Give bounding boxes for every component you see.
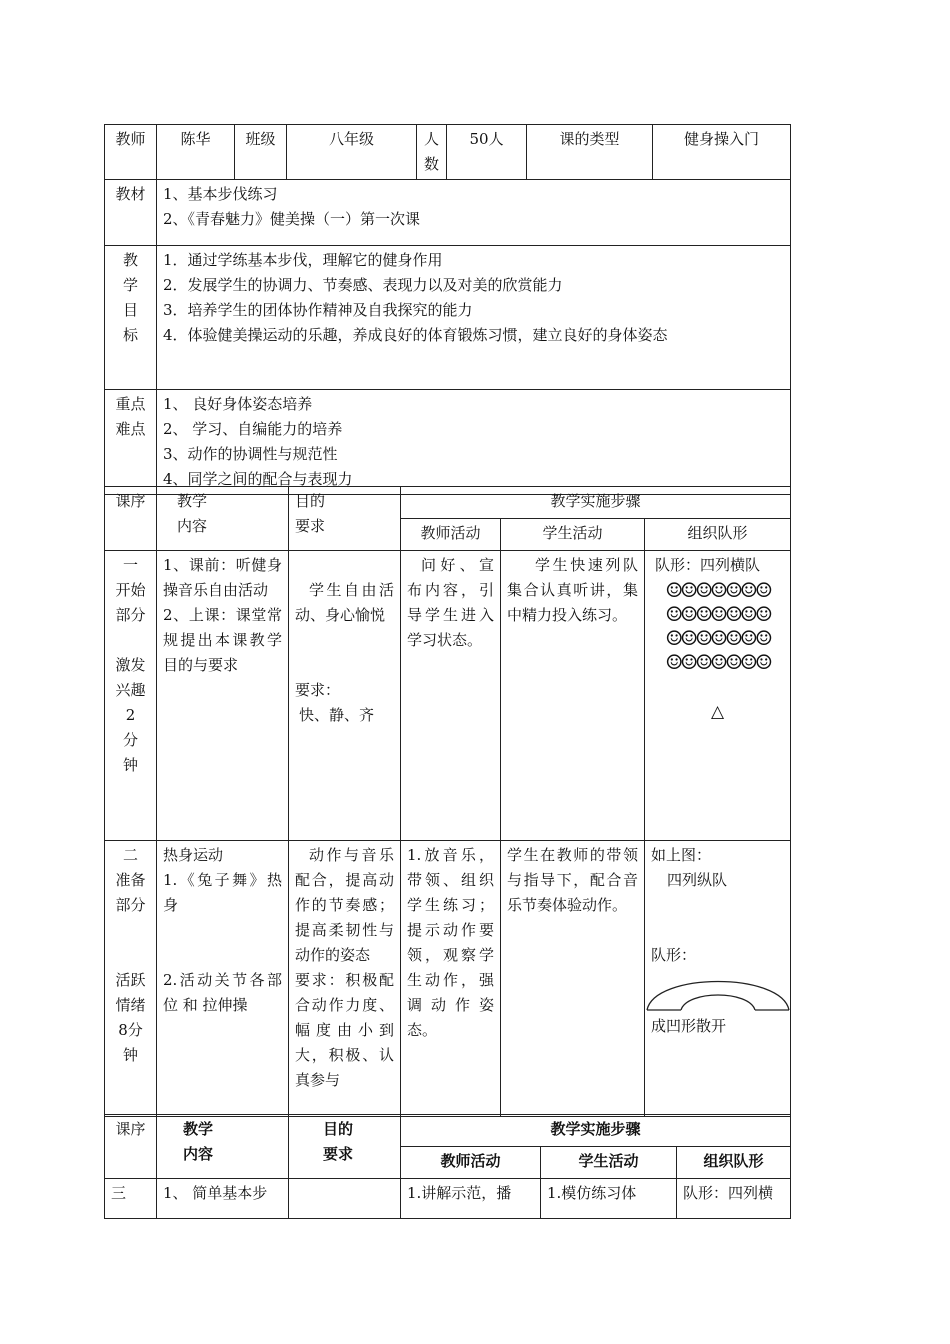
section1-order bbox=[105, 551, 157, 841]
section2-formation-1: 如上图： bbox=[651, 846, 712, 864]
concave-formation-diagram bbox=[645, 968, 791, 1014]
section2-order-gap bbox=[111, 918, 150, 968]
lesson-type-label: 课的类型 bbox=[527, 125, 653, 180]
focus-item: 2、 学习、自编能力的培养 bbox=[163, 420, 343, 438]
count-label bbox=[417, 125, 447, 180]
section2-goal-text: 动作与音乐配合，提高动作的节奏感；提高柔韧性与动作的姿态 bbox=[295, 846, 394, 964]
goal-item: 1．通过学练基本步伐，理解它的健身作用 bbox=[163, 251, 443, 269]
section2-content-title: 热身运动 bbox=[163, 846, 224, 864]
section1-content bbox=[157, 551, 289, 841]
procedure-table-continued bbox=[104, 1114, 791, 1219]
section3-goal bbox=[289, 1179, 401, 1219]
teacher-marker: △ bbox=[710, 702, 725, 722]
section1-order-line: 2 bbox=[125, 706, 136, 724]
section1-order-line: 激发 bbox=[115, 656, 146, 674]
section2-teacher-activity: 1.放音乐，带领、组织学生练习；提示动作要领，观察学生动作，强调动作姿态。 bbox=[401, 841, 501, 1117]
section2-order bbox=[105, 841, 157, 1117]
content-header-1: 教学 bbox=[177, 492, 208, 510]
procedure-table bbox=[104, 486, 791, 1117]
section1-order-line: 分 bbox=[122, 731, 138, 749]
teacher-activity-header: 教师活动 bbox=[401, 519, 501, 551]
section2-content-2: 2.活动关节各部位 和 拉伸操 bbox=[163, 971, 282, 1014]
section2-goal-req: 要求：积极配合动作力度、幅度由小到大，积极、认真参与 bbox=[295, 971, 394, 1089]
section1-goal bbox=[289, 551, 401, 841]
focus-label-2: 难点 bbox=[115, 420, 146, 438]
section2-order-line: 钟 bbox=[122, 1046, 138, 1064]
lesson-type-value: 健身操入门 bbox=[653, 125, 791, 180]
content-header-2: 内容 bbox=[177, 517, 208, 535]
teacher-activity-header-2: 教师活动 bbox=[401, 1147, 541, 1179]
goal-item: 2．发展学生的协调力、节奏感、表现力以及对美的欣赏能力 bbox=[163, 276, 563, 294]
teacher-name: 陈华 bbox=[157, 125, 235, 180]
section2-content-1: 1.《兔子舞》热身 bbox=[163, 871, 282, 914]
class-label: 班级 bbox=[235, 125, 287, 180]
section1-goal-req-label: 要求： bbox=[295, 681, 341, 699]
section2-formation bbox=[645, 841, 791, 1117]
lesson-info-table bbox=[104, 124, 791, 495]
count-value: 50人 bbox=[447, 125, 527, 180]
section1-order-gap bbox=[111, 628, 150, 653]
section2-content bbox=[157, 841, 289, 1117]
materials-label: 教材 bbox=[105, 180, 157, 246]
section1-order-line: 钟 bbox=[122, 756, 138, 774]
materials-item: 2、《青春魅力》健美操（一）第一次课 bbox=[163, 210, 421, 228]
smiley-row: ☺☺☺☺☺☺☺ bbox=[665, 626, 770, 650]
section3-student-activity: 1.模仿练习体 bbox=[541, 1179, 677, 1219]
section3-teacher-activity: 1.讲解示范，播 bbox=[401, 1179, 541, 1219]
goal-header-1: 目的 bbox=[295, 492, 326, 510]
section2-order-line: 准备 bbox=[115, 871, 146, 889]
focus-label bbox=[105, 390, 157, 495]
smiley-row: ☺☺☺☺☺☺☺ bbox=[665, 578, 770, 602]
section3-formation: 队形：四列横 bbox=[677, 1179, 791, 1219]
teacher-label: 教师 bbox=[105, 125, 157, 180]
section2-order-line: 8分 bbox=[118, 1021, 143, 1039]
goal-item: 4．体验健美操运动的乐趣，养成良好的体育锻炼习惯，建立良好的身体姿态 bbox=[163, 326, 668, 344]
focus-label-1: 重点 bbox=[115, 395, 146, 413]
section1-content-1: 1、课前：听健身操音乐自由活动 bbox=[163, 556, 282, 599]
section2-formation-3: 队形： bbox=[651, 946, 697, 964]
focus-item: 3、动作的协调性与规范性 bbox=[163, 445, 338, 463]
count-label-2: 数 bbox=[424, 155, 440, 173]
section1-student-activity: 学生快速列队集合认真听讲，集中精力投入练习。 bbox=[501, 551, 645, 841]
count-label-1: 人 bbox=[424, 130, 440, 148]
content-header bbox=[157, 487, 289, 551]
section2-order-line: 活跃 bbox=[115, 971, 146, 989]
section2-order-line: 二 bbox=[122, 846, 138, 864]
focus-list bbox=[157, 390, 791, 495]
section1-teacher-activity: 问好、宣布内容，引导学生进入学习状态。 bbox=[401, 551, 501, 841]
goal-header-2-line1: 目的 bbox=[323, 1120, 354, 1138]
section1-formation-label: 队形：四列横队 bbox=[655, 556, 761, 574]
steps-header: 教学实施步骤 bbox=[401, 487, 791, 519]
goal-header-2: 要求 bbox=[295, 517, 326, 535]
content-header-2-line2: 内容 bbox=[183, 1145, 214, 1163]
smiley-row: ☺☺☺☺☺☺☺ bbox=[665, 650, 770, 674]
section2-formation-4: 成凹形散开 bbox=[651, 1017, 727, 1035]
section2-goal bbox=[289, 841, 401, 1117]
student-activity-header: 学生活动 bbox=[501, 519, 645, 551]
section1-goal-req: 快、静、齐 bbox=[299, 706, 375, 724]
content-header-2 bbox=[157, 1115, 289, 1179]
section2-order-line: 部分 bbox=[115, 896, 146, 914]
formation-header: 组织队形 bbox=[645, 519, 791, 551]
goal-header-2-line2: 要求 bbox=[323, 1145, 354, 1163]
section3-order: 三 bbox=[105, 1179, 157, 1219]
section2-order-line: 情绪 bbox=[115, 996, 146, 1014]
focus-item: 1、 良好身体姿态培养 bbox=[163, 395, 313, 413]
section1-content-2: 2、上课：课堂常规提出本课教学目的与要求 bbox=[163, 606, 282, 674]
section2-formation-2: 四列纵队 bbox=[667, 871, 728, 889]
order-header-2: 课序 bbox=[105, 1115, 157, 1179]
class-value: 八年级 bbox=[287, 125, 417, 180]
materials-list bbox=[157, 180, 791, 246]
section1-order-line: 一 bbox=[122, 556, 138, 574]
section1-goal-text: 学生自由活动、身心愉悦 bbox=[295, 581, 394, 624]
goal-item: 3．培养学生的团体协作精神及自我探究的能力 bbox=[163, 301, 473, 319]
materials-item: 1、基本步伐练习 bbox=[163, 185, 278, 203]
goal-header-2 bbox=[289, 1115, 401, 1179]
smiley-row: ☺☺☺☺☺☺☺ bbox=[665, 602, 770, 626]
goals-label bbox=[105, 246, 157, 390]
section1-order-line: 开始 bbox=[115, 581, 146, 599]
section1-order-line: 兴趣 bbox=[115, 681, 146, 699]
student-activity-header-2: 学生活动 bbox=[541, 1147, 677, 1179]
section1-order-line: 部分 bbox=[115, 606, 146, 624]
section2-student-activity: 学生在教师的带领与指导下，配合音乐节奏体验动作。 bbox=[501, 841, 645, 1117]
focus-item: 4、同学之间的配合与表现力 bbox=[163, 470, 353, 488]
order-header: 课序 bbox=[105, 487, 157, 551]
formation-header-2: 组织队形 bbox=[677, 1147, 791, 1179]
steps-header-2: 教学实施步骤 bbox=[401, 1115, 791, 1147]
goals-label-char: 教 bbox=[122, 251, 138, 269]
goals-label-char: 目 bbox=[122, 301, 138, 319]
section3-content: 1、 简单基本步 bbox=[157, 1179, 289, 1219]
goals-label-char: 学 bbox=[122, 276, 138, 294]
section1-formation bbox=[645, 551, 791, 841]
goal-header bbox=[289, 487, 401, 551]
goals-label-char: 标 bbox=[122, 326, 138, 344]
content-header-2-line1: 教学 bbox=[183, 1120, 214, 1138]
goals-list bbox=[157, 246, 791, 390]
